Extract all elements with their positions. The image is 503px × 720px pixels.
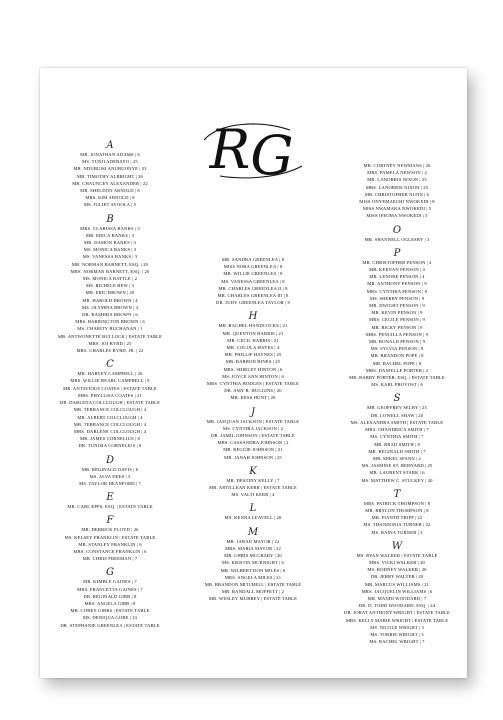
guest-entry: MR. CHARLES GREENLEA II | 8 (218, 285, 288, 291)
group-letter: M (247, 526, 259, 538)
guest-entry: MR. ARTILLEAN KERR | ESTATE TABLE (209, 485, 297, 491)
guest-entry: MS. JASMINE ST. BERNARD | 25 (361, 463, 433, 469)
guest-entry: MR. REGINALD SMITH | 7 (368, 448, 426, 454)
guest-entry: MS. SHERRY PENSON | 9 (369, 295, 425, 301)
guest-entry: MR. WESLEY MURREY | ESTATE TABLE (208, 596, 298, 602)
letter-group (183, 527, 323, 603)
guest-entry: MRS. CASSANDRA JOHNSON | 2 (217, 440, 289, 446)
guest-entry: MRS. BARRINGTON BROWN | 6 (75, 319, 145, 325)
group-letter: B (106, 213, 114, 225)
guest-entry: MR. SHANNELL OGLESBY | 3 (364, 236, 430, 242)
guest-entry: MRS. JOI BYRD | 25 (88, 340, 132, 346)
guest-entry: MR. BRANDON POPE | 8 (370, 353, 424, 359)
guest-entry: MRS. PAMELA NEWSON | 2 (367, 170, 427, 176)
guest-entry: MS. VANESSA BANKS | 3 (82, 254, 138, 260)
guest-entry: MS. CYNTHIA SMITH | 7 (370, 434, 424, 440)
guest-entry: MR. TERRANCE COLCLOUGH | 4 (73, 421, 147, 427)
guest-entry: MR. NORMAN BARNETT, ESQ. | 20 (71, 261, 149, 267)
guest-entry: MR. MANDI WOODARD | 7 (367, 595, 427, 601)
group-letter: E (106, 492, 114, 504)
guest-entry: MR. KIMBLE GAINES | 7 (83, 579, 137, 585)
guest-entry: MISS NORA GREENLEA | 8 (223, 264, 283, 270)
guest-entry: MRS. PATRICK THOMPSON | 8 (363, 500, 431, 506)
guest-entry: MRS. CHANDRICA SMITH | 7 (365, 427, 429, 433)
guest-entry: MRS. FRANCETTA GAINES | 7 (77, 586, 143, 592)
guest-entry: MS. SYLVIA PENSON | 9 (370, 346, 424, 352)
letter-group (327, 225, 467, 243)
guest-entry: MS. TORRIE WRIGHT | 3 (370, 631, 424, 637)
guest-entry: MR. CARL EPPS, ESQ. | ESTATE TABLE (67, 504, 153, 510)
monogram-left-letter: R (209, 118, 251, 180)
guest-entry: MS. RYAN WALKER | ESTATE TABLE (356, 552, 438, 558)
letter-group (327, 541, 467, 646)
letter-group (40, 214, 180, 355)
guest-entry: MRS. JACQUELIN WILLIAMS | 6 (361, 588, 433, 594)
guest-entry: MRS. CYNTHIA PENSON | 9 (366, 288, 428, 294)
guest-entry: MS. TUNJI ADEBAYO | 25 (82, 159, 138, 165)
guest-entry: MR. RACHEL POPE | 8 (372, 360, 422, 366)
guest-entry: MR. RACHEL HANDCOCKS | 21 (218, 323, 288, 329)
group-letter: H (248, 311, 258, 323)
guest-entry: MR. KEVIN PENSON | 9 (371, 310, 423, 316)
guest-entry: MS. MONICA BATTLE | 2 (82, 276, 138, 282)
guest-entry: MRS. PHYLLISA COATES | 21 (77, 392, 142, 398)
guest-entry: MR. KESS HUNT | 20 (230, 395, 276, 401)
letter-group (40, 140, 180, 209)
guest-entry: MRS. CYNTHIA HODGES | ESTATE TABLE (206, 381, 300, 387)
group-letter: A (106, 140, 114, 151)
guest-entry: DR. JORAT ANTHONY WRIGHT | ESTATE TABLE (344, 610, 450, 616)
letter-group (327, 162, 467, 220)
guest-entry: DR. JAMIL JOHNSON | ESTATE TABLE (211, 433, 295, 439)
letter-group (40, 359, 180, 449)
group-letter: G (106, 567, 114, 579)
guest-entry: MS. TAYLOR DEANFORD | 7 (79, 480, 141, 486)
guest-entry: MS. ALVA DEES | 3 (89, 473, 131, 479)
guest-entry: MR. GEOFFREY SELBY | 25 (367, 405, 427, 411)
guest-entry: MRS. DANIELLE PORTER | 2 (365, 367, 429, 373)
guest-entry: MR. REGGIE JOHNSON | 21 (223, 447, 283, 453)
guest-entry: DR. JERRY WALTER | 20 (370, 574, 424, 580)
letter-group (40, 567, 180, 628)
guest-entry: MS. VALTI KERR | 4 (231, 492, 275, 498)
guest-entry: DR. JUDY GREENLEA TAYLOR | 8 (216, 300, 290, 306)
guest-entry: MR. ANTWONETTE BULLOCK | ESTATE TABLE (57, 333, 163, 339)
guest-entry: MRS. CECILE PENSON | 9 (369, 317, 425, 323)
guest-entry: MR. MARCUS WILLIAMS | 21 (364, 581, 430, 587)
monogram (190, 118, 310, 180)
letter-group (183, 311, 323, 401)
group-letter: F (106, 515, 114, 527)
guest-entry: DR. AMY R. HUGGINS | 20 (224, 388, 282, 394)
guest-entry: MISS NWAMAKA NWOKEDI | 5 (362, 206, 432, 212)
group-letter: S (393, 393, 401, 405)
guest-entry: DR. STEPHANIE GREENLEA | ESTATE TABLE (60, 622, 160, 628)
guest-entry: MRS. ANGELA GIBB | 8 (84, 600, 136, 606)
group-letter: P (393, 247, 401, 259)
guest-entry: MS. CYNTHIA JACKSON | 2 (222, 425, 284, 431)
guest-entry: MRS. LANORRIS NIXON | 25 (365, 184, 429, 190)
letter-group (327, 489, 467, 536)
letter-group (183, 256, 323, 306)
guest-entry: MS. VANESSA GREENLEA | 8 (221, 278, 285, 284)
guest-entry: MR. ANTHONY PENSON | 9 (367, 281, 427, 287)
letter-group (183, 407, 323, 461)
guest-entry: MISS IFEOMA NWOKEDI | 5 (366, 213, 428, 219)
guest-entry: MR. JAMES CORNELIUS | 8 (80, 436, 140, 442)
guest-entry: MS. ALEXANDRA SMITH | ESTATE TABLE (350, 419, 444, 425)
group-letter: L (249, 503, 257, 515)
guest-entry: DR. RASHIDA BROWN | 6 (82, 312, 138, 318)
guest-entry: MR. BRAD SMITH | 8 (374, 441, 420, 447)
guest-entry: MR. LAURENT STARK | 6 (369, 470, 425, 476)
guest-entry: MR. DESTINY KELLY | 7 (226, 477, 280, 483)
guest-entry: MR. CHRISTOPHER NUNN | 6 (364, 191, 430, 197)
group-letter: D (105, 454, 115, 466)
guest-entry: MS. RODNEY WALKER | 20 (367, 567, 427, 573)
guest-entry: MR. ERIC BROWN | 20 (85, 290, 135, 296)
guest-entry: MR. BRANDON MITCHELL | ESTATE TABLE (204, 581, 302, 587)
guest-entry: MR. CHRIS MCCRARY | 20 (224, 553, 282, 559)
guest-entry: MS. KARL PROVOST | 6 (371, 382, 423, 388)
guest-entry: MR. CHRIS FREEMAN | 7 (82, 556, 138, 562)
guest-entry: MR. CHRISTOPHER PENSON | 4 (362, 259, 432, 265)
guest-entry: MR. NDUBUISI ANUBUONYE | 23 (73, 166, 147, 172)
guest-entry: MR. HARVEY CAMPBELL | 26 (77, 371, 143, 377)
group-letter: J (250, 406, 255, 418)
guest-entry: MR. DAMON BANKS | 3 (84, 240, 136, 246)
guest-entry: MR. STANLEY FRANKLIN | 6 (78, 541, 142, 547)
guest-entry: MR. ANTAVIOUS COATES | ESTATE TABLE (63, 385, 157, 391)
guest-entry: MRS. CONSTANCE FRANKLIN | 6 (73, 548, 147, 554)
guest-entry: MR. JAEQUAN JACKSON | ESTATE TABLE (206, 418, 300, 424)
guest-entry: MS. RAINA TURNER | 3 (371, 529, 423, 535)
guest-entry: DR. REGINALD GIBB | 8 (83, 593, 137, 599)
guest-entry: DR. TUNISIA CORNELIUS | 8 (78, 443, 142, 449)
guest-entry: MS. RICHELE BEW | 3 (86, 283, 134, 289)
guest-entry: MR. LENORE PENSON | 4 (369, 274, 425, 280)
letter-group (183, 503, 323, 521)
guest-entry: MR. RONALD PENSON | 9 (368, 339, 426, 345)
guest-entry: MR. JONATHAN ADAMS | 6 (80, 152, 140, 157)
group-letter: O (392, 224, 402, 236)
guest-entry: MS. DENIQUA GORE | 23 (82, 615, 138, 621)
guest-entry: MRS. PENCILLA PENSON | 9 (365, 331, 429, 337)
guest-entry: MS. KRISTIN MCKNIGHT | 6 (222, 560, 284, 566)
letter-group (327, 248, 467, 389)
letter-group (40, 492, 180, 510)
guest-entry: MR. CECIL HARRIS | 21 (227, 337, 279, 343)
guest-entry: MR. WILBERT DON MILES | 6 (220, 567, 286, 573)
guest-entry: MRS. KELLY MARIE WRIGHT | ESTATE TABLE (345, 617, 449, 623)
guest-entry: MR. TIMOTHY ALBRIGHT | 26 (77, 173, 143, 179)
guest-entry: MR. COREY GIBBS | ESTATE TABLE (70, 608, 150, 614)
letter-group (40, 515, 180, 562)
guest-entry: MR. CORTNEY NEWMANS | 26 (363, 163, 431, 168)
guest-entry: MR. WILLIE GREENLEA | 8 (223, 271, 283, 277)
guest-entry: MR. REGINALD DAVIS | 6 (81, 466, 139, 472)
guest-entry: MRS. CHARLES BYRD, JR. | 22 (76, 348, 144, 354)
guest-entry: MR. TERRANCE COLCLOUGH | 4 (73, 407, 147, 413)
guest-entry: MR. JANAH JOHNSON | 25 (224, 454, 282, 460)
guest-entry: MR. SHELDON ARNOLD | 8 (80, 188, 140, 194)
column-left (40, 140, 180, 634)
guest-entry: DR. LOWELL SHAW | 20 (370, 412, 424, 418)
guest-entry: MRS. ANGELA MILES | 21 (224, 574, 282, 580)
guest-entry: MR. BARRY PORTER, ESQ. | ESTATE TABLE (349, 375, 445, 381)
group-letter: T (393, 488, 401, 500)
guest-entry: MS. JOYCE ANN HINTON | 6 (222, 373, 284, 379)
guest-entry: MR. RANDALL MOFFETT | 2 (221, 589, 285, 595)
guest-entry: MR. KEENAN PENSON | 4 (368, 267, 425, 273)
guest-entry: MS. KELSEY FRANKLIN | ESTATE TABLE (64, 534, 156, 540)
guest-entry: MR. COCOLA HAYES | 4 (226, 345, 280, 351)
guest-entry: MS. KENNA LEAVELL | 20 (224, 515, 282, 521)
guest-entry: MR. CHAUNCEY ALEXANDER | 22 (72, 180, 148, 186)
guest-entry: MS. RACHEL WRIGHT | 7 (369, 639, 425, 645)
guest-entry: MS. OLYMPIA BROWN | 4 (81, 304, 139, 310)
group-letter: K (249, 465, 257, 477)
guest-entry: MR. SANDRA GREENLEA | 8 (221, 257, 285, 262)
letter-group (327, 393, 467, 483)
guest-entry: MRS. SHIRLEY HINTON | 6 (223, 366, 283, 372)
guest-entry: MR. DWIGHT PENSON | 9 (369, 303, 425, 309)
guest-entry: MR. QUENTON HARRIS | 21 (222, 330, 284, 336)
seating-chart-sheet (40, 68, 467, 678)
letter-group (40, 455, 180, 488)
guest-entry: MR. BRYLON THOMPSON | 8 (365, 507, 429, 513)
guest-entry: MRS. NORMAN BARNETT, ESQ. | 20 (70, 268, 150, 274)
guest-entry: MR. PHILLIP HAYNES | 25 (224, 352, 282, 358)
guest-entry: MRS. WILLIE BEARL CAMPBELL | 9 (70, 378, 150, 384)
letter-group (183, 466, 323, 499)
guest-entry: MR. DERRICK FLOYD | 26 (81, 527, 139, 533)
guest-entry: MRS. KIM ARNOLD | 8 (85, 195, 135, 201)
group-letter: W (391, 540, 403, 552)
guest-entry: MS. NICOLE WRIGHT | 3 (370, 624, 424, 630)
guest-entry: MR. CHARLES GREENLEA III | 8 (217, 293, 289, 299)
column-right (327, 162, 467, 650)
guest-entry: MR. ERICA BANKS | 3 (85, 232, 135, 238)
guest-entry: MS. MATTHEW C. STUCKEY | 20 (361, 477, 433, 483)
guest-entry: DR. D. TODD WOODARD, ESQ. | 24 (358, 603, 436, 609)
guest-entry: MR. ALBERT COLCLOUGH | 4 (77, 414, 143, 420)
guest-entry: MS. CHARITY BUCHANAN | 1 (77, 326, 143, 332)
monogram-right-letter: G (250, 124, 294, 180)
guest-entry: MS. THANDONIA TURNER | 22 (363, 522, 431, 528)
guest-entry: MRS. MARIA MAYOR | 22 (225, 545, 281, 551)
guest-entry: MR. FIANTH TRIPP | 22 (371, 515, 423, 521)
guest-entry: MRS. VICKI WALKER | 20 (369, 559, 425, 565)
guest-entry: MR. LANORRIS NIXON | 25 (367, 177, 427, 183)
guest-entry: MR. JARAD MAYOR | 22 (226, 538, 280, 544)
column-middle (183, 256, 323, 608)
guest-entry: MR. HAROLD BROWN | 4 (82, 297, 138, 303)
guest-entry: MRS. CLARISSA BANKS | 3 (80, 225, 140, 231)
guest-entry: MR. MIKEL SPANN | 2 (373, 455, 421, 461)
guest-entry: MS. JULIET AYOOLA | 5 (83, 202, 137, 208)
guest-entry: MR. BARRON HINES | 25 (225, 359, 281, 365)
guest-entry: MISS ONYEMAECHI NWOKEDI | 8 (359, 199, 435, 205)
guest-entry: DR. DARLENA COLCLOUGH | ESTATE TABLE (59, 400, 161, 406)
guest-entry: MS. MONICA BANKS | 3 (83, 247, 137, 253)
guest-entry: MR. RICKY PENSON | 9 (371, 324, 423, 330)
guest-entry: MRS. DARLENE COLCLOUGH | 4 (73, 428, 147, 434)
group-letter: C (106, 359, 114, 371)
